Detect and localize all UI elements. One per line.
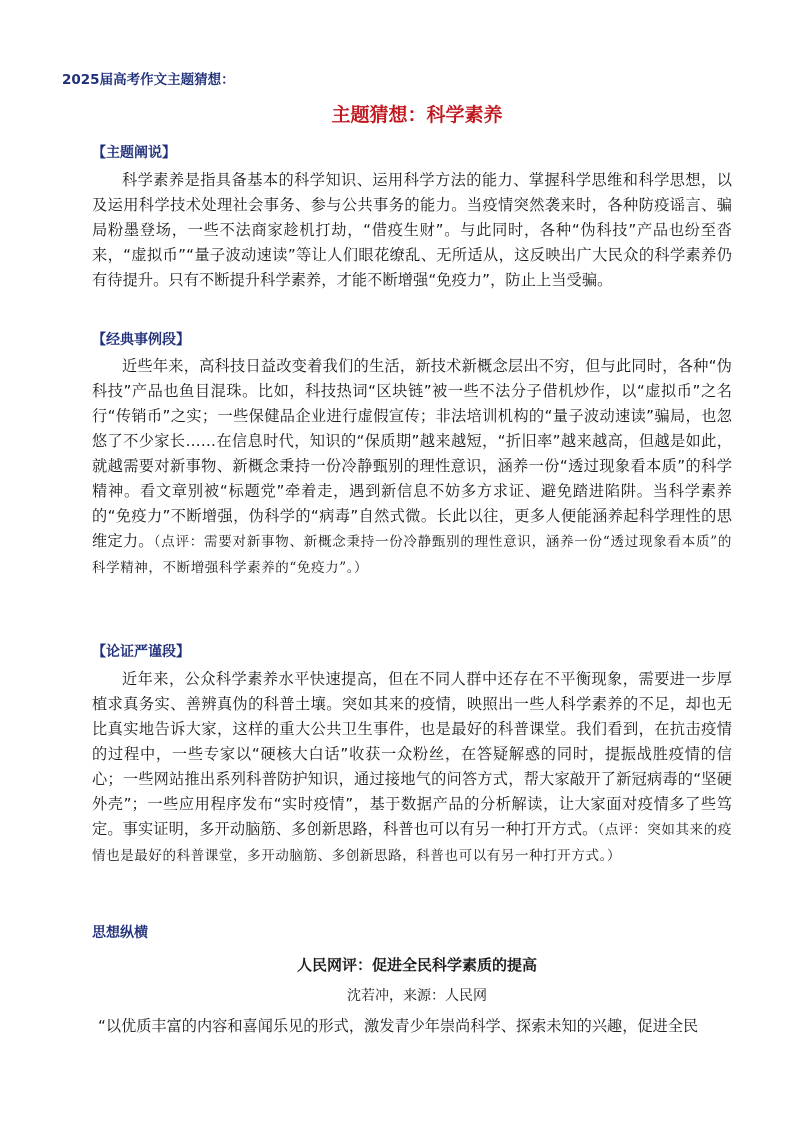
section-body-theme [92,168,732,293]
section-body-argument [92,667,732,869]
article-title: 人民网评：促进全民科学素质的提高 [296,956,537,974]
section-comment: （点评：需要对新事物、新概念秉持一份冷静甄别的理性意识，涵养一份“透过现象看本质”的科学精神，不断增强科学素养的“免疫力”。） [92,534,732,576]
section-body-text: 近年来，公众科学素养水平快速提高，但在不同人群中还存在不平衡现象，需要进一步厚植求真务实、善辨真伪的科普土壤。突如其来的疫情，映照出一些人科学素养的不足，却也无比真实地告诉大家，这样的重大公共卫生事件，也是最好的科普课堂。我们看到，在抗击疫情的过程中，一些专家以“硬核大白话”收获一众粉丝，在答疑解惑的同时，提振战胜疫情的信心；一些网站推出系列科普防护知识，通过接地气的问答方式，帮大家敲开了新冠病毒的“坚硬外壳”；一些应用程序发布“实时疫情”，基于数据产品的分析解读，让大家面对疫情多了些笃定。事实证明，多开动脑筋、多创新思路，科普也可以有另一种打开方式。 [92,670,732,838]
section-heading-example: 【经典事例段】 [92,332,190,348]
section-body-example [92,354,732,581]
article-opening: “以优质丰富的内容和喜闻乐见的形式，激发青少年崇尚科学、探索未知的兴趣，促进全民 [98,1017,699,1035]
article-byline: 沈若冲，来源：人民网 [347,988,487,1004]
page-title: 主题猜想：科学素养 [331,104,503,126]
section-heading-theme: 【主题阐说】 [92,145,176,161]
section-body-text: 科学素养是指具备基本的科学知识、运用科学方法的能力、掌握科学思维和科学思想，以及运用科学技术处理社会事务、参与公共事务的能力。当疫情突然袭来时，各种防疫谣言、骗局粉墨登场，一些不法商家趁机打劫，“借疫生财”。与此同时，各种“伪科技”产品也纷至沓来，“虚拟币”“量子波动速读”等让人们眼花缭乱、无所适从，这反映出广大民众的科学素养仍有待提升。只有不断提升科学素养，才能不断增强“免疫力”，防止上当受骗。 [92,171,732,289]
section-body-text: 近些年来，高科技日益改变着我们的生活，新技术新概念层出不穷，但与此同时，各种“伪科技”产品也鱼目混珠。比如，科技热词“区块链”被一些不法分子借机炒作，以“虚拟币”之名行“传销币”之实；一些保健品企业进行虚假宣传；非法培训机构的“量子波动速读”骗局，也忽悠了不少家长……在信息时代，知识的“保质期”越来越短，“折旧率”越来越高，但越是如此，就越需要对新事物、新概念秉持一份冷静甄别的理性意识，涵养一份“透过现象看本质”的科学精神。看文章别被“标题党”牵着走，遇到新信息不妨多方求证、避免踏进陷阱。当科学素养的“免疫力”不断增强，伪科学的“病毒”自然式微。长此以往，更多人便能涵养起科学理性的思维定力。 [92,357,732,550]
section-heading-argument: 【论证严谨段】 [92,644,190,660]
section-heading-thoughts: 思想纵横 [92,925,148,941]
document-header: 2025届高考作文主题猜想： [62,72,235,88]
section-comment: （点评：突如其来的疫情也是最好的科普课堂，多开动脑筋、多创新思路，科普也可以有另一种打开方式。） [92,822,733,864]
